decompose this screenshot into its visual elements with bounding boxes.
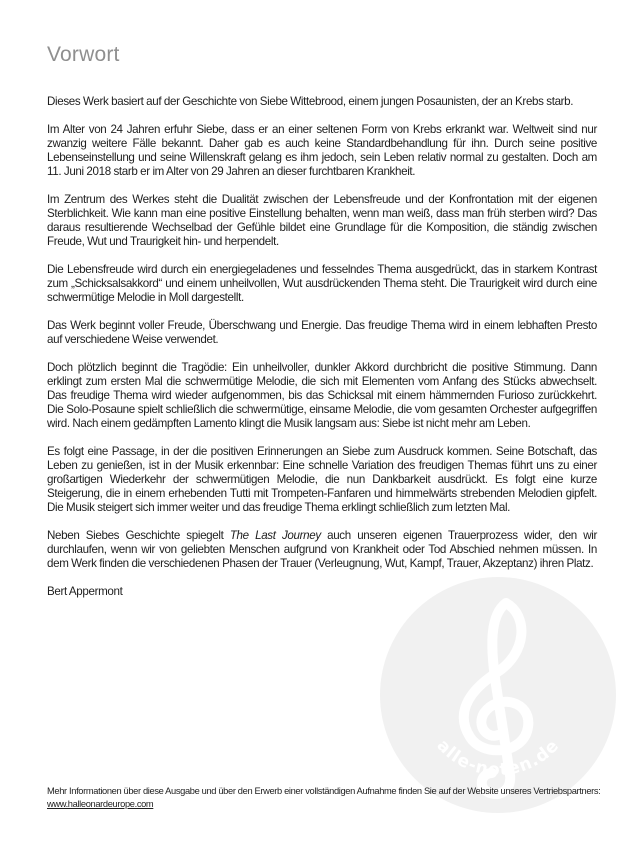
paragraph-grief-end: auch unseren eigenen Trauerprozess wider, den wir durchlaufen, wenn wir von geliebten Menschen aufgrund von Krankheit oder Tod Abschied nehmen müssen. In dem Werk finden die verschiedenen Phasen der Trauer (Verleugnung, Wut, Kampf, Trauer, Akzeptanz) ihren Platz. (47, 529, 597, 570)
foreword-body (47, 95, 597, 613)
paragraph-memories: Es folgt eine Passage, in der die positiven Erinnerungen an Siebe zum Ausdruck kommen. Seine Botschaft, das Leben zu genießen, ist in der Musik erkennbar: Eine schnelle Variation des freudigen Themas führt uns zu einer großartigen Wiederkehr der schwermütigen Melodie, die nun Dankbarkeit ausdrückt. Es folgt eine kurze Steigerung, die in einem erhebenden Tutti mit Trompeten-Fanfaren und himmelwärts strebenden Melodien gipfelt. Die Musik steigert sich immer weiter und das freudige Thema erklingt schließlich zum letzten Mal. (47, 445, 597, 514)
paragraph-intro: Dieses Werk basiert auf der Geschichte von Siebe Wittebrood, einem jungen Posaunisten, der an Krebs starb. (47, 95, 574, 108)
paragraph-duality: Im Zentrum des Werkes steht die Dualität zwischen der Lebensfreude und der Konfrontation mit der eigenen Sterblichkeit. Wie kann man eine positive Einstellung behalten, wenn man weiß, dass man früh sterben wird? Das daraus resultierende Wechselbad der Gefühle bildet eine Grundlage für die Komposition, die ständig zwischen Freude, Wut und Traurigkeit hin- und herpendelt. (47, 193, 597, 248)
footer (47, 785, 607, 811)
watermark-text: alle-noten.de (432, 735, 564, 781)
footer-info-text: Mehr Informationen über diese Ausgabe und über den Erwerb einer vollständigen Aufnahme finden Sie auf der Website unseres Vertriebspartners: (47, 786, 601, 796)
publisher-website-link[interactable]: www.halleonardeurope.com (47, 799, 154, 809)
work-title: The Last Journey (229, 529, 321, 542)
signature: Bert Appermont (47, 585, 123, 598)
page-title: Vorwort (47, 43, 120, 66)
paragraph-tragedy: Doch plötzlich beginnt die Tragödie: Ein unheilvoller, dunkler Akkord durchbricht die positive Stimmung. Dann erklingt zum ersten Mal die schwermütige Melodie, die sich mit Elementen vom Anfang des Stücks abwechselt. Das freudige Thema wird wieder aufgenommen, bis das Schicksal mit einem hämmernden Furioso zurückkehrt. Die Solo-Posaune spielt schließlich die schwermütige, einsame Melodie, die vom gesamten Orchester aufgegriffen wird. Nach einem gedämpften Lamento klingt die Musik langsam aus: Siebe ist nicht mehr am Leben. (47, 361, 597, 430)
paragraph-grief-start: Neben Siebes Geschichte spiegelt (47, 529, 230, 542)
paragraph-opening: Das Werk beginnt voller Freude, Überschwang und Energie. Das freudige Thema wird in einem lebhaften Presto auf verschiedene Weise verwendet. (47, 319, 597, 346)
paragraph-diagnosis: Im Alter von 24 Jahren erfuhr Siebe, dass er an einer seltenen Form von Krebs erkrankt war. Weltweit sind nur zwanzig weitere Fälle bekannt. Daher gab es auch keine Standardbehandlung für ihn. Durch seine positive Lebenseinstellung und seine Willenskraft gelang es ihm jedoch, sein Leben relativ normal zu gestalten. Doch am 11. Juni 2018 starb er im Alter von 29 Jahren an dieser furchtbaren Krankheit. (47, 123, 597, 178)
paragraph-grief (47, 529, 597, 571)
paragraph-themes: Die Lebensfreude wird durch ein energiegeladenes und fesselndes Thema ausgedrückt, das in starkem Kontrast zum „Schicksalsakkord“ und einem unheilvollen, Wut ausdrückenden Thema steht. Die Traurigkeit wird durch eine schwermütige Melodie in Moll dargestellt. (47, 263, 597, 304)
